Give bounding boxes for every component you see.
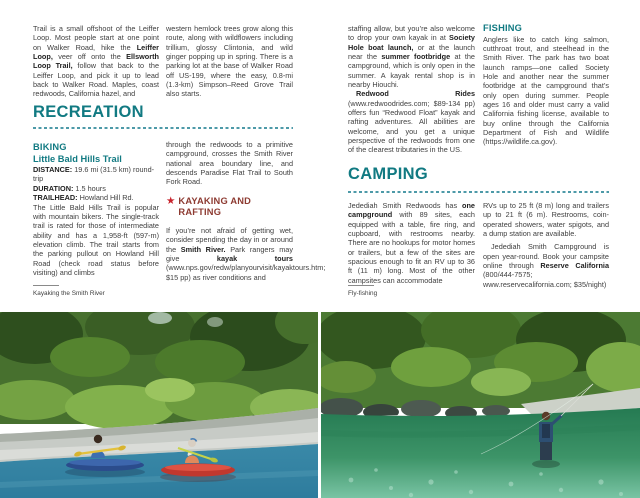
- col2-paragraph-3: If you’re not afraid of getting wet, consider spending the day in or around the Smith River. Park rangers may give kayak tours (www.nps.gov/redw/planyourvisit/kayaktours.htm; $15 pp) as river conditions and: [166, 226, 326, 282]
- caption-text: Kayaking the Smith River: [33, 289, 105, 297]
- col3-paragraph-1: staffing allow, but you’re also welcome to drop your own kayak in at Society Hole boat launch, or at the launch near the summer footbridge at the campground, which is only open in the summer. A kayak rental shop is in nearby Hiouchi.: [348, 24, 475, 90]
- subsection-header-kayaking: [166, 196, 293, 218]
- fly-fishing-photo: [321, 312, 640, 498]
- section-header-camping: CAMPING: [348, 165, 429, 183]
- col3-paragraph-3: Jedediah Smith Redwoods has one campground with 89 sites, each equipped with a table, fire ring, and cupboard, with restrooms nearby. There are no hookups for motor homes or trailers, but a few of the sites are spacious enough to fit an RV up to 36 ft (11 m) long. Most of the other campsites can accommodate: [348, 201, 475, 285]
- fly-fishing-photo-graphic: [321, 312, 640, 498]
- col4-paragraph-2: RVs up to 25 ft (8 m) long and trailers up to 21 ft (6 m). Restrooms, coin-operated showers, water spigots, and a dump station are available.: [483, 201, 609, 239]
- col1-intro-paragraph: Trail is a small offshoot of the Leiffer Loop. Most people start at one point on Walker Road, hike the Leiffer Loop, veer off onto the Ellsworth Loop Trail, follow that back to the Leiffer Loop, and pick it up to lead back to Walker Road. Maples, coast redwoods, California hazel, and: [33, 24, 159, 99]
- camping-dashed-rule: [348, 191, 609, 193]
- fishing-block: [483, 23, 609, 147]
- subsection-header-biking: BIKING: [33, 142, 67, 152]
- section-header-recreation: RECREATION: [33, 103, 144, 121]
- recreation-dashed-rule: [33, 127, 293, 129]
- col4-paragraph-3: Jedediah Smith Campground is open year-round. Book your campsite online through Reserve California (800/444-7575; www.reservecalifornia.com; $35/night): [483, 242, 609, 289]
- caption-rule: [33, 285, 59, 286]
- stat-distance: DISTANCE: 19.6 mi (31.5 km) round-trip: [33, 165, 155, 184]
- col2-paragraph-1: western hemlock trees grow along this route, along with wildflowers including trillium, glossy Clintonia, and wild ginger popping up in spring. There is a parking lot at the base of Walker Road off US-199, where the easy, 0.8-mi (1.3-km) Simpson–Reed Grove Trail also starts.: [166, 24, 293, 99]
- subsection-header-fishing: FISHING: [483, 23, 523, 33]
- kayaking-photo: [0, 312, 318, 498]
- caption-rule: [348, 285, 374, 286]
- col4-camping-continued: [483, 201, 609, 289]
- stat-duration: DURATION: 1.5 hours: [33, 183, 106, 193]
- kayaking-photo-graphic: [0, 312, 318, 498]
- left-photo-caption: [33, 285, 105, 298]
- right-photo-caption: [348, 285, 377, 298]
- col3-paragraph-2: Redwood Rides (www.redwoodrides.com; $89-134 pp) offers fun “Redwood Float” kayak and rafting adventures. All abilities are welcome, and you get a unique perspective of the redwoods from one of the clearest tributaries in the US.: [348, 89, 475, 155]
- col1-trail-paragraph: The Little Bald Hills Trail is popular with mountain bikers. The single-track trail is rated for those of intermediate ability and has a 1,958-ft (597-m) elevation climb. The trail starts from the parking pullout on Howland Hill Road (check road status before visiting) and climbs: [33, 202, 159, 278]
- kayaking-header-label: KAYAKING AND RAFTING: [178, 196, 252, 217]
- trail-title: Little Bald Hills Trail: [33, 153, 122, 164]
- col4-paragraph-1: Anglers like to catch king salmon, cutthroat trout, and steelhead in the Smith River. The park has two boat launch ramps—one called Society Hole and another near the summer footbridge at the campground that’s only open during summer. People ages 16 and older must carry a valid California fishing license, available to buy online through the California Department of Fish and Wildlife (https://wildlife.ca.gov).: [483, 34, 609, 147]
- col2-paragraph-2: through the redwoods to a primitive campground, crosses the Smith River national area boundary line, and descends Paradise Flat Trail to South Fork Road.: [166, 140, 293, 187]
- stat-trailhead: TRAILHEAD: Howland Hill Rd.: [33, 193, 134, 203]
- col3-kayaking-continued: [348, 24, 475, 155]
- star-icon: ★: [166, 195, 176, 207]
- caption-text: Fly-fishing: [348, 289, 378, 297]
- biking-block: [33, 142, 159, 277]
